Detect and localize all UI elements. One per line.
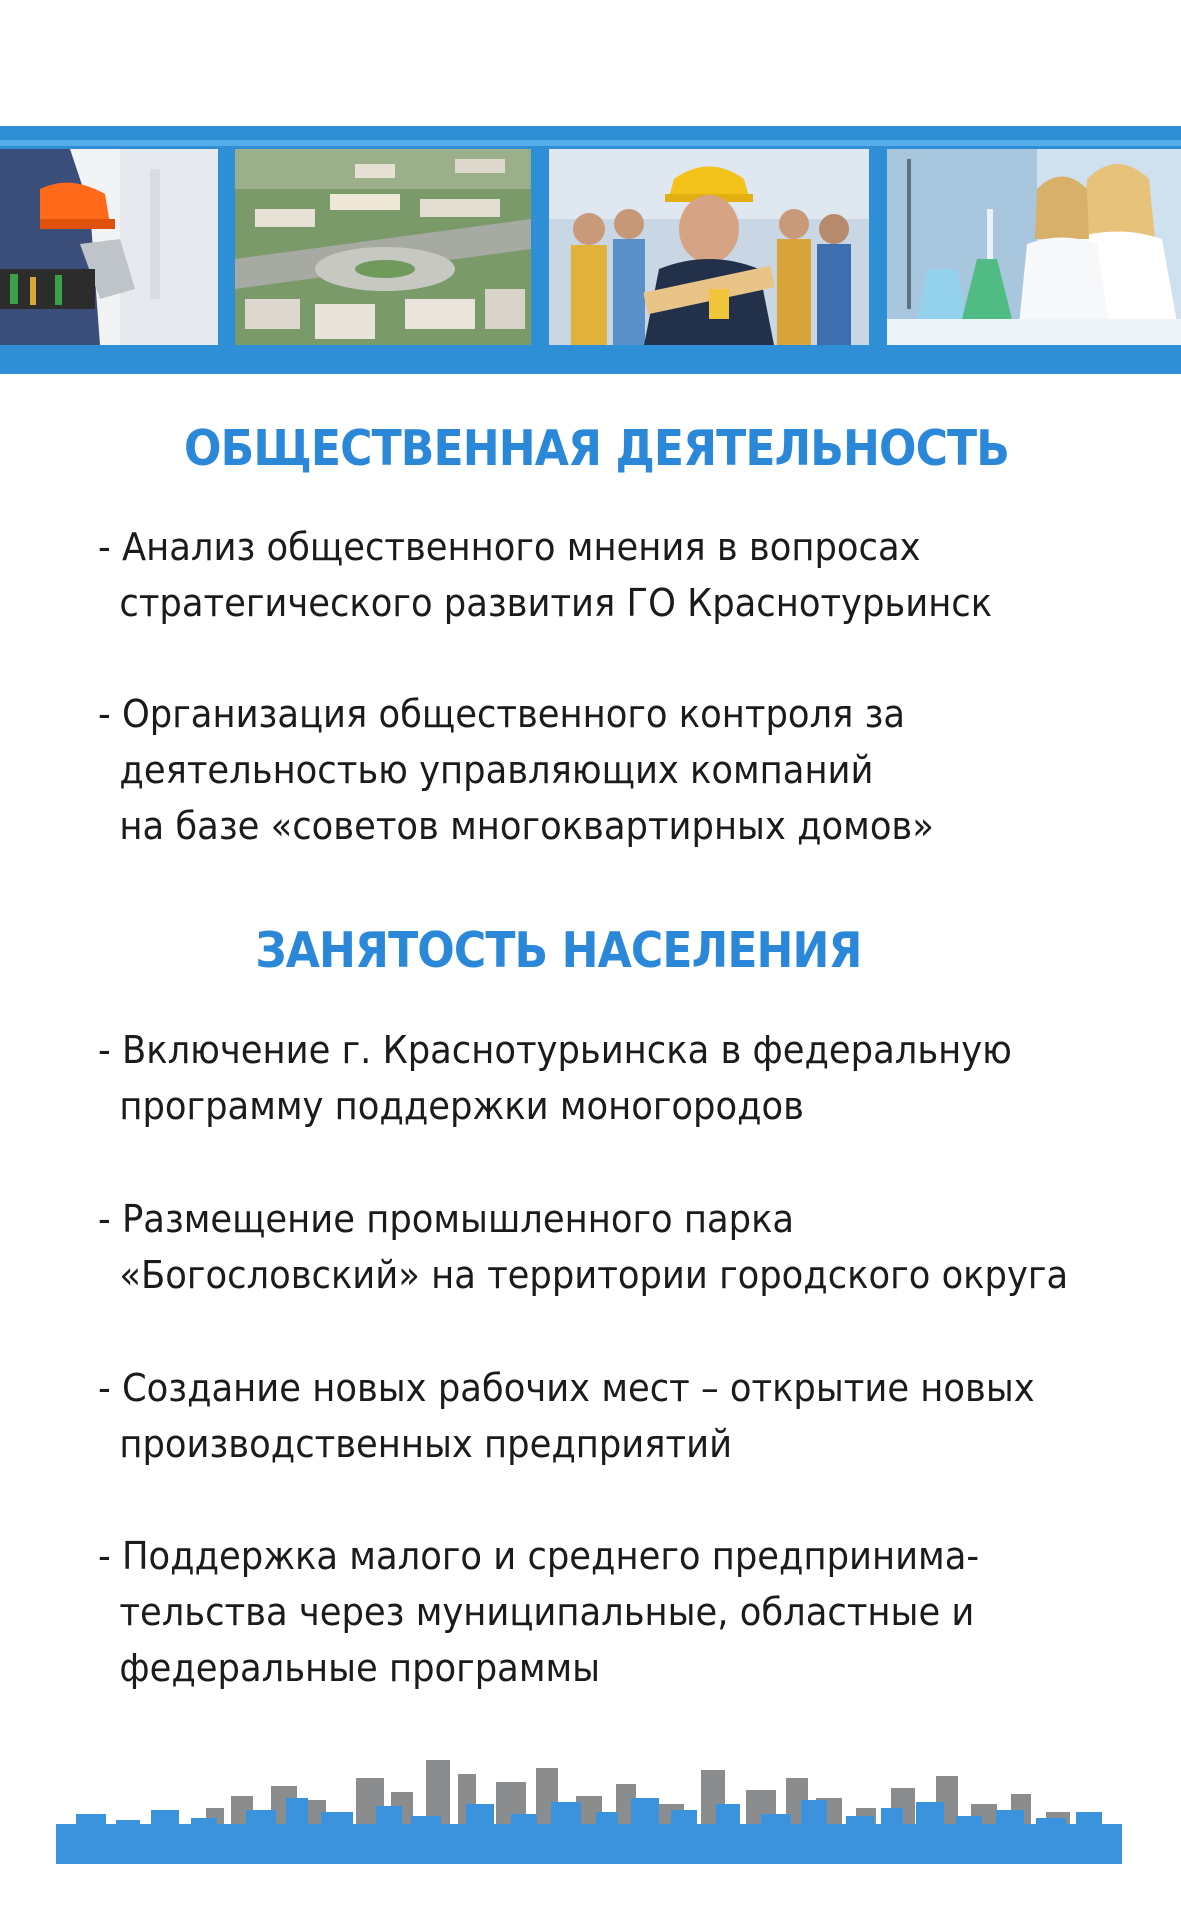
section-heading-public-activity: ОБЩЕСТВЕННАЯ ДЕЯТЕЛЬНОСТЬ xyxy=(184,420,1009,477)
list-item-line: - Анализ общественного мнения в вопросах xyxy=(98,525,921,569)
list-item-line: программу поддержки моногородов xyxy=(119,1084,804,1128)
banner-accent-line xyxy=(0,140,1181,146)
laboratory-photo xyxy=(887,149,1181,345)
list-item xyxy=(98,1191,1068,1303)
worker-helmet-photo xyxy=(0,149,218,345)
list-item-line: на базе «советов многоквартирных домов» xyxy=(119,804,934,848)
list-item-line: - Включение г. Краснотурьинска в федеральную xyxy=(98,1028,1012,1072)
section-heading-employment: ЗАНЯТОСТЬ НАСЕЛЕНИЯ xyxy=(255,922,862,979)
list-item-line: - Создание новых рабочих мест – открытие новых xyxy=(98,1366,1035,1410)
list-item xyxy=(98,1360,1035,1472)
list-item-line: тельства через муниципальные, областные и xyxy=(119,1590,975,1634)
list-item-line: - Размещение промышленного парка xyxy=(98,1197,795,1241)
builder-photo xyxy=(549,149,869,345)
list-item-line: деятельностью управляющих компаний xyxy=(119,748,874,792)
list-item-line: - Организация общественного контроля за xyxy=(98,692,906,736)
list-item xyxy=(98,519,992,631)
photo-banner xyxy=(0,126,1181,374)
list-item xyxy=(98,1022,1012,1134)
city-skyline-graphic xyxy=(56,1748,1122,1864)
list-item-line: «Богословский» на территории городского округа xyxy=(119,1253,1069,1297)
list-item xyxy=(98,1528,979,1696)
city-aerial-photo xyxy=(235,149,531,345)
list-item-line: производственных предприятий xyxy=(119,1422,733,1466)
list-item-line: стратегического развития ГО Краснотурьинск xyxy=(119,581,993,625)
list-item-line: федеральные программы xyxy=(119,1646,601,1690)
list-item xyxy=(98,686,934,854)
list-item-line: - Поддержка малого и среднего предпринима- xyxy=(98,1534,980,1578)
